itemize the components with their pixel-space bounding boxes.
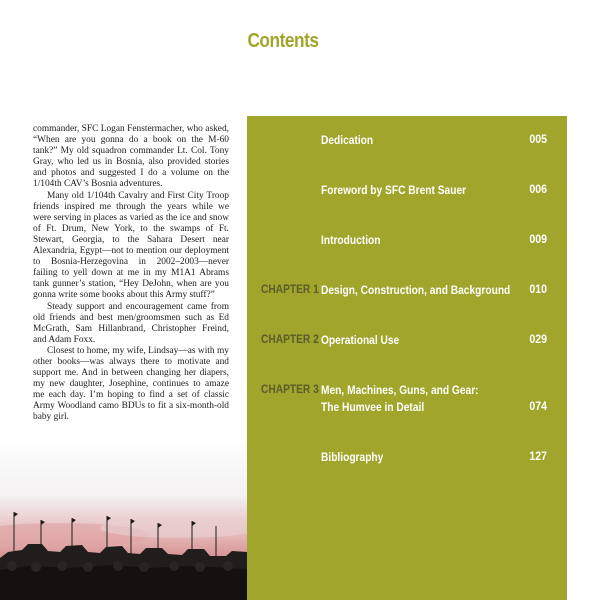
toc-chapter-label: CHAPTER 1: [261, 282, 319, 296]
toc-entry-dedication[interactable]: [247, 132, 567, 176]
toc-entry-chapter-1[interactable]: [247, 282, 567, 326]
body-text: [33, 124, 229, 424]
toc-page-number: 005: [529, 132, 547, 146]
toc-entry-title: Bibliography: [321, 450, 384, 464]
page-title: Contents: [247, 30, 319, 52]
toc-entry-title: Operational Use: [321, 333, 400, 347]
toc-entry-title: Foreword by SFC Brent Sauer: [321, 183, 467, 197]
toc-page-number: 127: [529, 449, 547, 463]
toc-page-number: 009: [529, 232, 547, 246]
paragraph: Steady support and encouragement came from old friends and best men/groomsmen such as Ed McGrath, Sam Hillanbrand, Christopher Freind, and Adam Foxx.: [33, 301, 229, 345]
toc-chapter-label: CHAPTER 2: [261, 332, 319, 346]
contents-panel: [247, 116, 567, 600]
paragraph: Many old 1/104th Cavalry and First City Troop friends inspired me through the years while we were serving in places as varied as the ice and snow of Ft. Drum, New York, to the swamps of Ft. Stewart, Georgia, to the Sahara Desert near Alexandria, Egypt—not to mention our deployment to Bosnia-Herzegovina in 2002–2003—never failing to yell down at me in my M1A1 Abrams tank gunner’s station, “Hey DeJohn, when are you gonna write some books about this Army stuff?”: [33, 190, 229, 301]
paragraph: commander, SFC Logan Fenstermacher, who asked, “When are you gonna do a book on the M-60 tank?” My old squadron commander Lt. Col. Tony Gray, who led us in Bosnia, also provided stories and photos and suggested I do a volume on the 1/104th CAV’s Bosnia adventures.: [33, 124, 229, 190]
toc-entry-introduction[interactable]: [247, 232, 567, 276]
toc-page-number: 074: [529, 399, 547, 413]
toc-entry-chapter-2[interactable]: [247, 332, 567, 376]
toc-entry-title: Design, Construction, and Background: [321, 283, 511, 297]
toc-entry-chapter-3[interactable]: [247, 382, 567, 442]
toc-page-number: 029: [529, 332, 547, 346]
paragraph: Closest to home, my wife, Lindsay—as with my other books—was always there to motivate and support me. And in between changing her diapers, my new daughter, Josephine, continues to amaze me each day. I’m hoping to find a set of classic Army Woodland camo BDUs to fit a six-month-old baby girl.: [33, 345, 229, 423]
toc-chapter-label: CHAPTER 3: [261, 382, 319, 396]
toc-page-number: 010: [529, 282, 547, 296]
sunset-vehicles-photo: [0, 440, 247, 600]
toc-entry-title: Dedication: [321, 133, 374, 147]
toc-entry-title: Introduction: [321, 233, 381, 247]
toc-entry-title: Men, Machines, Guns, and Gear: The Humvee in Detail: [321, 383, 479, 414]
toc-entry-foreword[interactable]: [247, 182, 567, 226]
toc-page-number: 006: [529, 182, 547, 196]
toc-entry-bibliography[interactable]: [247, 449, 567, 493]
